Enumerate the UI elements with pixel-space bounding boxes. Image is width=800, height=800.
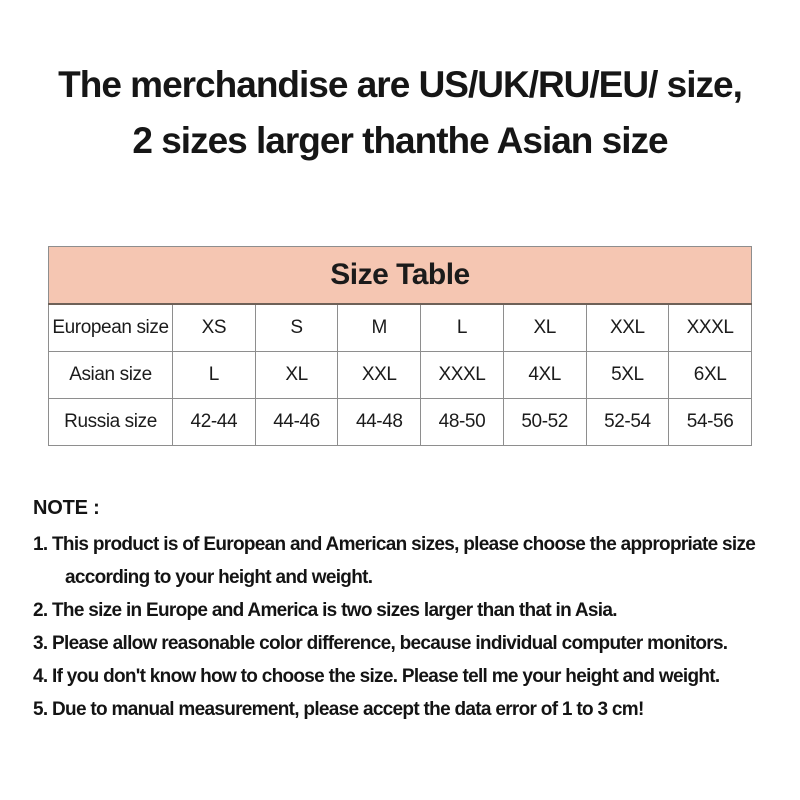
size-cell: XXL <box>338 352 421 399</box>
size-cell: 6XL <box>669 352 752 399</box>
table-row-european-size <box>49 304 752 352</box>
size-cell: S <box>255 304 338 352</box>
size-table-title-row <box>49 247 752 305</box>
size-cell: 44-48 <box>338 399 421 446</box>
table-row-russia-size <box>49 399 752 446</box>
notes-heading: NOTE : <box>33 497 100 519</box>
table-row-asian-size <box>49 352 752 399</box>
page-title-line-2: 2 sizes larger thanthe Asian size <box>132 120 668 161</box>
size-cell: XL <box>503 304 586 352</box>
notes-section <box>33 492 770 726</box>
size-cell: L <box>421 304 504 352</box>
note-item-1: 1. This product is of European and American sizes, please choose the appropriate size according to your height and weight. <box>33 534 756 588</box>
size-cell: M <box>338 304 421 352</box>
row-label-russia-size: Russia size <box>49 399 173 446</box>
note-item-3: 3. Please allow reasonable color difference, because individual computer monitors. <box>33 633 728 654</box>
size-table <box>48 246 752 446</box>
size-table-title: Size Table <box>49 247 752 305</box>
size-cell: XXXL <box>669 304 752 352</box>
size-cell: 52-54 <box>586 399 669 446</box>
size-cell: XS <box>173 304 256 352</box>
note-item-5: 5. Due to manual measurement, please accept the data error of 1 to 3 cm! <box>33 699 644 720</box>
page-title <box>0 57 800 169</box>
row-label-asian-size: Asian size <box>49 352 173 399</box>
size-cell: 54-56 <box>669 399 752 446</box>
size-cell: 48-50 <box>421 399 504 446</box>
page-title-line-1: The merchandise are US/UK/RU/EU/ size, <box>58 64 742 105</box>
size-cell: 5XL <box>586 352 669 399</box>
size-cell: XL <box>255 352 338 399</box>
size-cell: XXL <box>586 304 669 352</box>
note-item-2: 2. The size in Europe and America is two sizes larger than that in Asia. <box>33 600 617 621</box>
size-cell: 42-44 <box>173 399 256 446</box>
size-cell: 44-46 <box>255 399 338 446</box>
row-label-european-size: European size <box>49 304 173 352</box>
size-cell: L <box>173 352 256 399</box>
size-cell: 50-52 <box>503 399 586 446</box>
size-cell: XXXL <box>421 352 504 399</box>
size-cell: 4XL <box>503 352 586 399</box>
note-item-4: 4. If you don't know how to choose the size. Please tell me your height and weight. <box>33 666 720 687</box>
